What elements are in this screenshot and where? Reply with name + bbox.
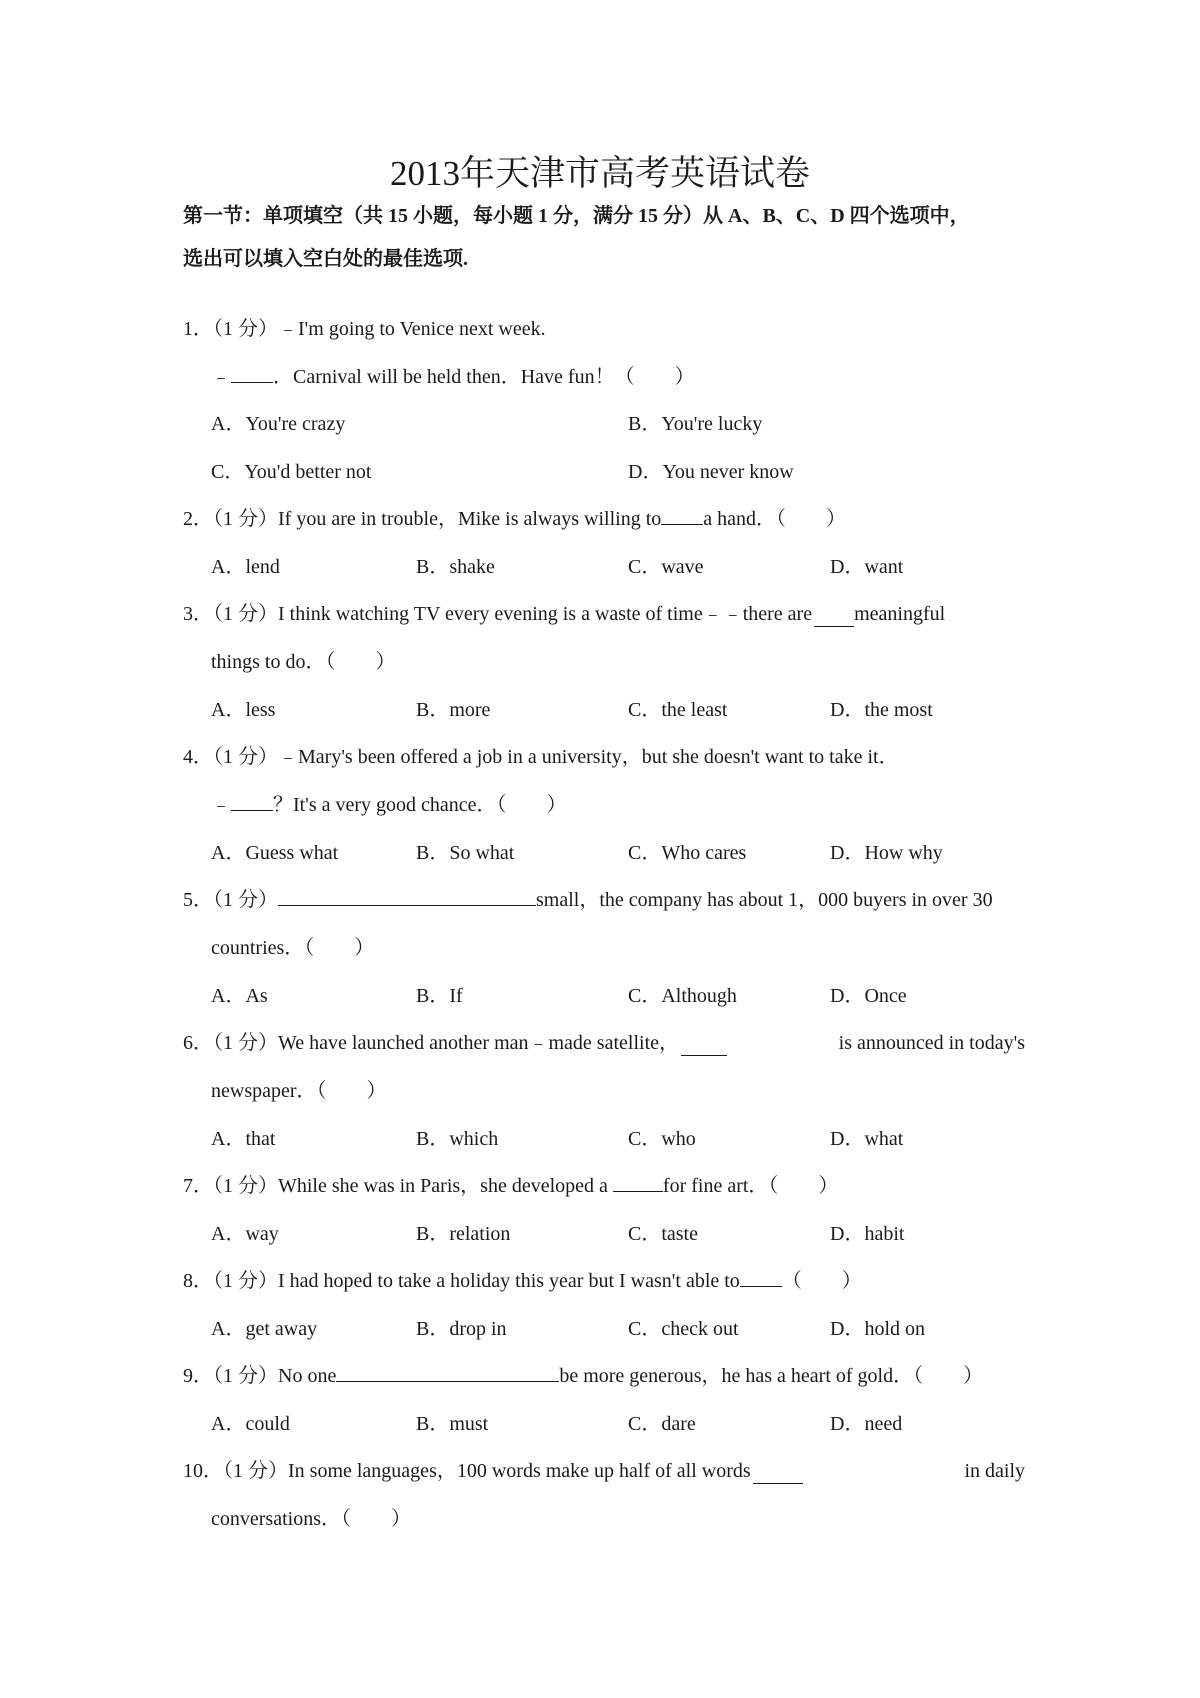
dash: ﹣	[211, 366, 231, 388]
option-b[interactable]: B．relation	[416, 1223, 511, 1245]
question-7-text-cont: for fine art．（ ）	[662, 1175, 839, 1197]
option-c[interactable]: C．the least	[628, 699, 728, 721]
answer-blank	[681, 1037, 727, 1056]
question-3-continuation: things to do．（ ）	[211, 651, 396, 673]
option-b[interactable]: B．So what	[416, 842, 515, 864]
answer-blank	[336, 1363, 559, 1382]
question-2-stem	[183, 506, 1025, 532]
section-instructions-line-1: 第一节：单项填空（共 15 小题，每小题 1 分，满分 15 分）从 A、B、C、D 四个选项中，	[183, 205, 970, 227]
option-a[interactable]: A．As	[211, 985, 268, 1007]
option-a[interactable]: A．Guess what	[211, 842, 339, 864]
question-5-continuation: countries．（ ）	[211, 937, 375, 959]
question-5-text: 5．（1 分）	[183, 889, 278, 911]
option-c[interactable]: C．dare	[628, 1413, 696, 1435]
question-3-text: 3．（1 分）I think watching TV every evening is a waste of time﹣﹣there are	[183, 603, 813, 625]
answer-blank	[740, 1268, 782, 1287]
section-instructions-line-2: 选出可以填入空白处的最佳选项.	[183, 248, 468, 270]
question-8-text-cont: （ ）	[781, 1270, 862, 1292]
question-8-text: 8．（1 分）I had hoped to take a holiday this year but I wasn't able to	[183, 1270, 740, 1292]
option-d[interactable]: D．How why	[830, 842, 943, 864]
option-c[interactable]: C．wave	[628, 556, 704, 578]
question-10-text: 10．（1 分）In some languages，100 words make up half of all words	[183, 1460, 751, 1482]
question-6-stem	[183, 1030, 1025, 1056]
question-6-continuation: newspaper．（ ）	[211, 1080, 387, 1102]
option-a[interactable]: A．lend	[211, 556, 280, 578]
option-d[interactable]: D．Once	[830, 985, 907, 1007]
question-9-text-cont: be more generous，he has a heart of gold．（ ）	[559, 1365, 984, 1387]
option-a[interactable]: A．that	[211, 1128, 276, 1150]
exam-title: 2013年天津市高考英语试卷	[389, 154, 810, 193]
question-6-text: 6．（1 分）We have launched another man﹣made satellite，	[183, 1032, 680, 1054]
question-8-stem	[183, 1268, 1025, 1294]
answer-blank	[231, 364, 273, 383]
answer-blank	[613, 1173, 663, 1192]
option-c[interactable]: C．check out	[628, 1318, 739, 1340]
question-7-text: 7．（1 分）While she was in Paris，she developed a	[183, 1175, 613, 1197]
option-d[interactable]: D．want	[830, 556, 904, 578]
option-b[interactable]: B．which	[416, 1128, 499, 1150]
option-b[interactable]: B．more	[416, 699, 491, 721]
answer-blank	[278, 887, 536, 906]
option-c[interactable]: C．Who cares	[628, 842, 747, 864]
option-b[interactable]: B．You're lucky	[628, 413, 763, 435]
option-c[interactable]: C．taste	[628, 1223, 698, 1245]
question-1-stem	[183, 316, 1025, 342]
dash: ﹣	[211, 794, 231, 816]
question-4-stem	[183, 744, 1025, 770]
option-d[interactable]: D．habit	[830, 1223, 905, 1245]
option-c[interactable]: C．who	[628, 1128, 696, 1150]
answer-blank	[814, 608, 854, 627]
option-b[interactable]: B．drop in	[416, 1318, 507, 1340]
option-a[interactable]: A．You're crazy	[211, 413, 346, 435]
option-b[interactable]: B．If	[416, 985, 463, 1007]
question-3-stem	[183, 601, 1025, 627]
question-1-continuation	[211, 364, 695, 390]
question-4-continuation	[211, 792, 567, 818]
option-d[interactable]: D．the most	[830, 699, 933, 721]
option-a[interactable]: A．could	[211, 1413, 290, 1435]
option-c[interactable]: C．Although	[628, 985, 737, 1007]
question-9-stem	[183, 1363, 1025, 1389]
question-2-text-cont: a hand．（ ）	[703, 508, 847, 530]
answer-blank	[753, 1465, 803, 1484]
answer-blank	[231, 792, 273, 811]
option-d[interactable]: D．what	[830, 1128, 904, 1150]
option-c[interactable]: C．You'd better not	[211, 461, 372, 483]
option-a[interactable]: A．get away	[211, 1318, 318, 1340]
question-9-text: 9．（1 分）No one	[183, 1365, 337, 1387]
option-d[interactable]: D．need	[830, 1413, 903, 1435]
question-3-text-cont: meaningful	[854, 603, 946, 625]
option-a[interactable]: A．less	[211, 699, 276, 721]
option-b[interactable]: B．shake	[416, 556, 495, 578]
option-d[interactable]: D．You never know	[628, 461, 794, 483]
question-1-text-cont: ．Carnival will be held then．Have fun！（ ）	[273, 366, 695, 388]
question-5-text-cont: small，the company has about 1，000 buyers in over 30	[536, 889, 993, 911]
option-a[interactable]: A．way	[211, 1223, 279, 1245]
question-7-stem	[183, 1173, 1025, 1199]
question-6-text-cont: is announced in today's	[838, 1032, 1025, 1054]
question-10-stem	[183, 1458, 1025, 1484]
question-2-text: 2．（1 分）If you are in trouble，Mike is always willing to	[183, 508, 662, 530]
option-d[interactable]: D．hold on	[830, 1318, 925, 1340]
question-5-stem	[183, 887, 1025, 913]
question-1-text: 1．（1 分）﹣I'm going to Venice next week.	[183, 318, 546, 340]
answer-blank	[661, 506, 703, 525]
question-10-continuation: conversations．（ ）	[211, 1508, 411, 1530]
question-10-text-cont: in daily	[964, 1460, 1025, 1482]
question-4-text-cont: ？It's a very good chance．（ ）	[273, 794, 567, 816]
option-b[interactable]: B．must	[416, 1413, 489, 1435]
question-4-text: 4．（1 分）﹣Mary's been offered a job in a university，but she doesn't want to take it．	[183, 746, 899, 768]
